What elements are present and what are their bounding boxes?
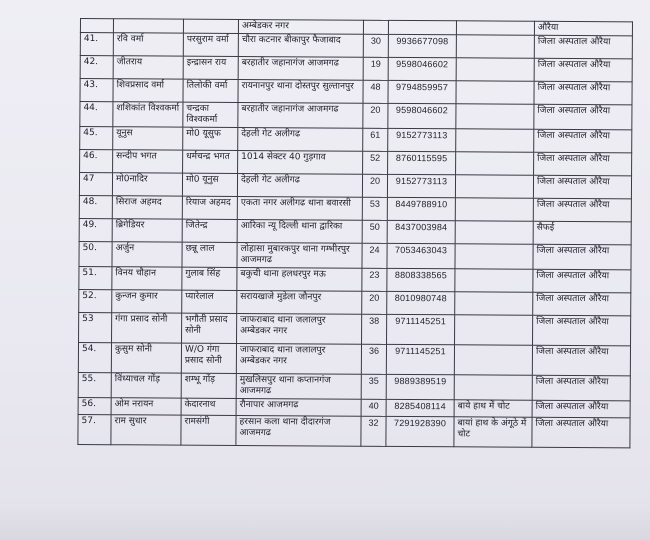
address-cell: देहली गेट अलीगढ	[237, 173, 362, 197]
address-cell: अम्बेडकर नगर	[238, 19, 363, 34]
name-cell	[113, 19, 183, 33]
hospital-cell: जिला अस्पताल औरैया	[532, 345, 630, 376]
address-cell: 1014 सेक्टर 40 गुड़गाव	[238, 150, 363, 174]
table-row	[80, 56, 632, 82]
father-name-cell: परसुराम वर्मा	[183, 33, 238, 56]
injury-cell	[456, 129, 534, 152]
phone-cell: 8760115595	[388, 151, 456, 174]
address-cell: रायनानपुर थाना दोस्तपुर सुल्तानपुर	[238, 79, 363, 103]
father-name-cell: इन्द्रासन राय	[183, 56, 238, 79]
table-row	[79, 195, 631, 221]
serial-cell: 43.	[80, 79, 113, 102]
phone-cell: 9889389519	[386, 374, 454, 399]
address-cell: देहली गेट अलीगढ	[238, 127, 363, 151]
serial-cell: 45.	[80, 127, 113, 150]
table-row	[80, 33, 632, 59]
name-cell: रवि वर्मा	[113, 33, 183, 56]
table-row	[80, 150, 632, 176]
name-cell: सिराज अहमद	[112, 196, 182, 219]
hospital-cell: जिला अस्पताल औरैया	[533, 198, 631, 222]
age-cell: 38	[362, 314, 387, 344]
injury-cell	[455, 198, 533, 221]
serial-cell: 42.	[80, 56, 113, 79]
hospital-cell: जिला अस्पताल औरैया	[533, 315, 631, 346]
address-cell: जाफराबाद थाना जलालपुर अम्बेडकर नगर	[237, 313, 362, 344]
table-row	[78, 414, 630, 447]
phone-cell: 9711145251	[387, 314, 455, 344]
age-cell: 30	[363, 34, 388, 57]
serial-cell: 57.	[78, 414, 111, 444]
father-name-cell: केदारनाथ	[181, 398, 236, 415]
age-cell: 61	[363, 128, 388, 151]
name-cell: मो0नादिर	[112, 173, 182, 196]
name-cell: राम सुधार	[111, 415, 181, 445]
serial-cell: 52.	[79, 289, 112, 312]
address-cell: हरसान कला थाना दीदारगंज आजमगढ	[236, 415, 361, 446]
phone-cell: 8437003984	[387, 220, 455, 243]
father-name-cell: मो0 यूनुस	[182, 173, 237, 196]
age-cell: 20	[362, 174, 387, 197]
name-cell: सन्दीप भगत	[113, 150, 183, 173]
address-cell: बरहातीर जहानागंज आजमगढ	[238, 102, 363, 128]
table-row	[80, 79, 632, 105]
hospital-cell: औरैया	[534, 21, 632, 36]
name-cell: कुन्जन कुमार	[112, 290, 182, 313]
injury-cell	[456, 58, 534, 81]
father-name-cell: मो0 यूसुफ	[183, 127, 238, 150]
victims-table	[77, 18, 633, 448]
father-name-cell: धर्मचन्द्र भगत	[183, 150, 238, 173]
serial-cell: 55.	[78, 372, 111, 397]
address-cell: सरायखाजे मुडेला जौनपुर	[237, 290, 362, 314]
table-row	[78, 372, 630, 400]
name-cell: जीतराय	[113, 56, 183, 79]
injury-cell: बाये हाथ में चोट	[454, 400, 532, 417]
hospital-cell: जिला अस्पताल औरैया	[534, 152, 632, 176]
address-cell: रौनापार आजमगढ	[236, 398, 361, 416]
father-name-cell: गुलाब सिंह	[182, 267, 237, 290]
serial-cell: 49.	[79, 218, 112, 241]
serial-cell: 44.	[80, 102, 113, 127]
father-name-cell: रियाज अहमद	[182, 196, 237, 219]
father-name-cell: छन्नू लाल	[182, 242, 237, 267]
table-row	[79, 218, 631, 244]
serial-cell: 46.	[80, 150, 113, 173]
injury-cell	[454, 345, 532, 375]
hospital-cell: जिला अस्पताल औरैया	[533, 292, 631, 316]
father-name-cell: भगौती प्रसाद सोनी	[182, 313, 237, 343]
injury-cell	[456, 152, 534, 175]
table-row	[79, 266, 631, 292]
father-name-cell: चन्द्रका विश्वकर्मा	[183, 102, 238, 127]
name-cell: अर्जुन	[112, 242, 182, 267]
age-cell: 19	[363, 57, 388, 80]
hospital-cell: जिला अस्पताल औरैया	[534, 81, 632, 105]
phone-cell: 8010980748	[387, 291, 455, 314]
name-cell: विनय चौहान	[112, 267, 182, 290]
injury-cell	[455, 175, 533, 198]
table-row	[80, 127, 632, 153]
age-cell: 53	[362, 197, 387, 220]
table-row	[79, 289, 631, 315]
phone-cell	[388, 20, 456, 34]
injury-cell	[456, 104, 534, 129]
address-cell: एकता नगर अलीगढ थाना बवारसी	[237, 196, 362, 220]
age-cell: 24	[362, 243, 387, 268]
hospital-cell: जिला अस्पताल औरैया	[532, 417, 630, 448]
serial-cell: 48.	[79, 195, 112, 218]
address-cell: जाफराबाद थाना जलालपुर अम्बेडकर नगर	[236, 343, 361, 374]
age-cell	[363, 20, 388, 34]
phone-cell: 9598046602	[388, 57, 456, 80]
hospital-cell: जिला अस्पताल औरैया	[534, 129, 632, 153]
serial-cell: 54.	[78, 342, 111, 372]
name-cell: शशिकांत विश्वकर्मा	[113, 102, 183, 127]
phone-cell: 9794859957	[388, 80, 456, 103]
serial-cell: 56.	[78, 397, 111, 414]
injury-cell: बायां हाथ के अंगूठे में चोट	[454, 417, 532, 447]
serial-cell: 47	[79, 173, 112, 196]
hospital-cell: जिला अस्पताल औरैया	[533, 244, 631, 270]
father-name-cell: जितेन्द्र	[182, 219, 237, 242]
table-row	[79, 312, 631, 345]
hospital-cell: जिला अस्पताल औरैया	[532, 375, 630, 401]
age-cell: 36	[361, 344, 386, 374]
name-cell: शिवप्रसाद वर्मा	[113, 79, 183, 102]
name-cell: ब्रिगेडियर	[112, 219, 182, 242]
hospital-cell: जिला अस्पताल औरैया	[532, 400, 630, 418]
phone-cell: 9936677098	[388, 34, 456, 57]
age-cell: 32	[361, 416, 386, 446]
table-row	[79, 241, 631, 269]
address-cell: मुखलिसपुर थाना कप्तानगंज आजमगढ	[236, 373, 361, 399]
name-cell: गंगा प्रसाद सोनी	[112, 313, 182, 343]
injury-cell	[456, 35, 534, 58]
phone-cell: 8808338565	[387, 268, 455, 291]
address-cell: बरहातीर जहानागंज आजमगढ	[238, 56, 363, 80]
phone-cell: 9152773113	[387, 174, 455, 197]
phone-cell: 9711145251	[386, 344, 454, 374]
phone-cell: 8449788910	[387, 197, 455, 220]
age-cell: 50	[362, 220, 387, 243]
hospital-cell: जिला अस्पताल औरैया	[533, 175, 631, 199]
injury-cell	[455, 315, 533, 345]
hospital-cell: जिला अस्पताल औरैया	[534, 35, 632, 59]
injury-cell	[455, 221, 533, 244]
phone-cell: 7053463043	[387, 243, 455, 268]
age-cell: 52	[363, 151, 388, 174]
hospital-cell: जिला अस्पताल औरैया	[534, 104, 632, 130]
serial-cell: 53	[79, 312, 112, 342]
age-cell: 48	[363, 80, 388, 103]
father-name-cell: प्यारेलाल	[182, 290, 237, 313]
table-row	[79, 173, 631, 199]
phone-cell: 9598046602	[388, 103, 456, 128]
injury-cell	[456, 21, 534, 35]
address-cell: चौरा कटनार बीकापुर फैजाबाद	[238, 33, 363, 57]
name-cell: विंध्याचल गोंड़	[111, 373, 181, 398]
serial-cell: 41.	[80, 33, 113, 56]
father-name-cell: रामसंगी	[181, 415, 236, 445]
age-cell: 20	[362, 291, 387, 314]
age-cell: 23	[362, 268, 387, 291]
father-name-cell: शम्भू गोंड़	[181, 373, 236, 398]
injury-cell	[454, 375, 532, 400]
age-cell: 35	[361, 374, 386, 399]
phone-cell: 7291928390	[386, 416, 454, 446]
address-cell: बकुची थाना हलधरपुर मऊ	[237, 267, 362, 291]
table-body	[78, 19, 633, 448]
phone-cell: 9152773113	[388, 128, 456, 151]
address-cell: लोहासा मुबारकपुर थाना गम्भीरपुर आजमगढ	[237, 242, 362, 268]
hospital-cell: जिला अस्पताल औरैया	[534, 58, 632, 82]
hospital-cell: जिला अस्पताल औरैया	[533, 269, 631, 293]
father-name-cell: W/O गंगा प्रसाद सोनी	[181, 343, 236, 373]
name-cell: कुसुम सोनी	[111, 343, 181, 373]
name-cell: यूनुस	[113, 127, 183, 150]
table-row	[78, 342, 630, 375]
address-cell: आरिका न्यू दिल्ली थाना द्वारिका	[237, 219, 362, 243]
injury-cell	[456, 81, 534, 104]
serial-cell: 51.	[79, 266, 112, 289]
father-name-cell: तिलोकी वर्मा	[183, 79, 238, 102]
hospital-cell: सैफई	[533, 221, 631, 245]
serial-cell: 50.	[79, 241, 112, 266]
table-row	[80, 102, 632, 130]
age-cell: 40	[361, 399, 386, 416]
page-edge-shadow	[0, 505, 650, 540]
injury-cell	[455, 292, 533, 315]
injury-cell	[455, 244, 533, 269]
father-name-cell	[183, 19, 238, 33]
phone-cell: 8285408114	[386, 399, 454, 416]
injury-cell	[455, 269, 533, 292]
age-cell: 20	[363, 103, 388, 128]
serial-cell	[80, 19, 113, 33]
name-cell: ओम नरायन	[111, 398, 181, 415]
